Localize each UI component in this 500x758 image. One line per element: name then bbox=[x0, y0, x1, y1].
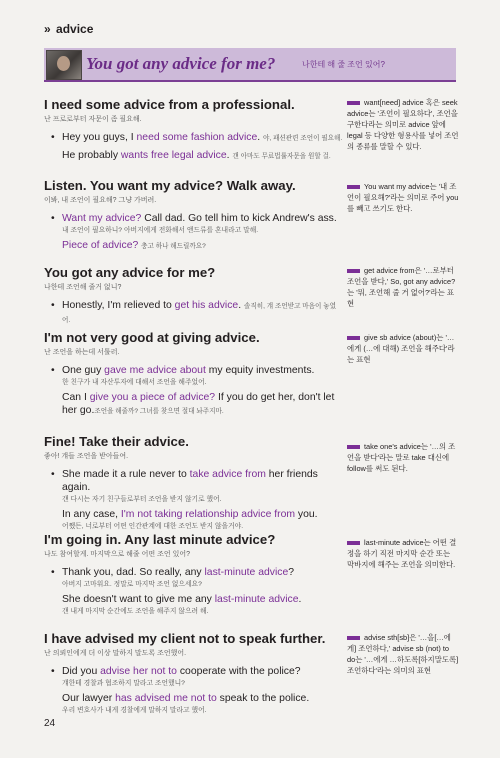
example-translation: 한 친구가 내 자산투자에 대해서 조언을 해주었어. bbox=[62, 379, 207, 386]
entry bbox=[44, 178, 344, 257]
side-note: last-minute advice는 어떤 결정을 하기 직전 마지막 순간 또는 막바지에 해주는 조언을 의미한다. bbox=[347, 538, 457, 569]
page-number: 24 bbox=[44, 718, 56, 729]
entry bbox=[44, 631, 344, 719]
example bbox=[44, 239, 344, 253]
entry-heading: You got any advice for me? bbox=[44, 265, 216, 280]
entry bbox=[44, 434, 344, 535]
example-translation: 걘 내게 마지막 순간에도 조언을 해주지 않으려 해. bbox=[62, 608, 209, 615]
highlight: gave me advice about bbox=[104, 365, 206, 376]
bullet-icon: • bbox=[51, 365, 55, 376]
side-note: want[need] advice 혹은 seek advice는 '조언이 필요하다', 조언을 구한다라는 의미로 advice 앞에 legal 등 다양한 형용사를 넣어 조언의 종류를 말할 수 있다. bbox=[347, 98, 459, 151]
highlight: get his advice bbox=[174, 300, 239, 311]
example-list bbox=[44, 364, 344, 418]
highlight: last-minute advice bbox=[204, 567, 289, 578]
example: Our lawyer has advised me not to speak to the police. 우리 변호사가 내게 경찰에게 말하지 말라고 했어. bbox=[44, 692, 344, 715]
example: • Did you advise her not to cooperate with the police? 걔한테 경찰과 협조하지 말라고 조언했니? bbox=[44, 665, 344, 688]
example: • Hey you guys, I need some fashion advice. 야, 패션관련 조언이 필요해. bbox=[51, 132, 343, 143]
example-translation: 우리 변호사가 내게 경찰에게 말하지 말라고 했어. bbox=[62, 707, 207, 714]
section-title: advice bbox=[56, 22, 94, 36]
bullet-icon: • bbox=[51, 666, 55, 677]
side-note: advise sth[sb]은 '…을[…에게] 조언하다,' advise sb (not) to do는 '…에게 …하도록[하지말도록] 조언하다'라는 의미의 표현 bbox=[347, 633, 459, 675]
entry-heading: Listen. You want my advice? Walk away. bbox=[44, 178, 296, 193]
example-translation: 어쨌든, 너로부터 어떤 인간관계에 대한 조언도 받지 않을거야. bbox=[62, 523, 244, 530]
note-marker bbox=[347, 636, 360, 640]
example: • Thank you, dad. So really, any last-minute advice? 아버지 고마워요. 정말로 마지막 조언 없으세요? bbox=[44, 566, 344, 589]
note-marker bbox=[347, 541, 360, 545]
example: He probably wants free legal advice. 걘 아마도 무료법률자문을 원할 걸. bbox=[62, 150, 331, 161]
highlight: last-minute advice bbox=[214, 594, 299, 605]
example: • One guy gave me advice about my equity investments. 한 친구가 내 자산투자에 대해서 조언을 해주었어. bbox=[44, 364, 344, 387]
bullet-icon: • bbox=[51, 300, 55, 311]
side-note: get advice from은 '…로부터 조언을 받다,' So, got any advice?는 '뭐, 조언해 줄 거 없어?'라는 표현 bbox=[347, 266, 456, 308]
entry-heading-translation: 난 조언을 하는데 서툴러. bbox=[44, 349, 120, 356]
example-list bbox=[44, 468, 344, 531]
topic-banner bbox=[44, 48, 456, 82]
entry bbox=[44, 265, 344, 331]
example: She doesn't want to give me any last-minute advice. 걘 내게 마지막 순간에도 조언을 해주지 않으려 해. bbox=[44, 593, 344, 616]
note-marker bbox=[347, 336, 360, 340]
entry-heading: I have advised my client not to speak further. bbox=[44, 631, 326, 646]
entry bbox=[44, 532, 344, 620]
example-translation: 걘 다시는 자기 친구들로부터 조언을 받지 않기로 했어. bbox=[62, 496, 222, 503]
example-translation: 야, 패션관련 조언이 필요해. bbox=[263, 135, 343, 142]
example-list bbox=[44, 566, 344, 616]
entry-heading-translation: 나도 참여할게. 마지막으로 해줄 어떤 조언 있어? bbox=[44, 551, 190, 558]
example-translation: 걘 아마도 무료법률자문을 원할 걸. bbox=[232, 153, 331, 160]
entry bbox=[44, 330, 344, 422]
highlight: advise her not to bbox=[100, 666, 177, 677]
person-photo bbox=[46, 50, 82, 80]
side-note: take one's advice는 '…의 조언을 받다'라는 말로 take 대신에 follow를 써도 된다. bbox=[347, 442, 456, 473]
highlight: give you a piece of advice? bbox=[89, 392, 216, 403]
example: • She made it a rule never to take advice from her friends again. 걘 다시는 자기 친구들로부터 조언을 받지 않기로 했어. bbox=[44, 468, 344, 504]
bullet-icon: • bbox=[51, 469, 55, 480]
side-note: You want my advice는 '내 조언이 필요해?'라는 의미로 주어 you를 빼고 쓰기도 한다. bbox=[347, 182, 459, 213]
highlight: I'm not taking relationship advice from bbox=[120, 509, 296, 520]
entry-heading: I'm not very good at giving advice. bbox=[44, 330, 260, 345]
highlight: Want my advice? bbox=[62, 213, 142, 224]
example-translation: 걔한테 경찰과 협조하지 말라고 조언했니? bbox=[62, 680, 185, 687]
example-list bbox=[44, 299, 344, 327]
entry-heading: Fine! Take their advice. bbox=[44, 434, 189, 449]
note-marker bbox=[347, 269, 360, 273]
example-list bbox=[44, 131, 344, 163]
entry-heading: I need some advice from a professional. bbox=[44, 97, 295, 112]
side-note: give sb advice (about)는 '…에게 (…에 대해) 조언을 해주다'라는 표현 bbox=[347, 333, 455, 364]
entry-heading-translation: 이봐, 내 조언이 필요해? 그냥 가버려. bbox=[44, 197, 157, 204]
example: • Honestly, I'm relieved to get his advice. 솔직히, 걔 조언받고 마음이 놓였어. bbox=[51, 300, 336, 324]
entry-heading-translation: 나한테 조언해 줄거 없니? bbox=[44, 284, 122, 291]
entry bbox=[44, 97, 344, 167]
example-list bbox=[44, 212, 344, 253]
example-translation: 충고 하나 해드릴까요? bbox=[141, 243, 206, 250]
note-marker bbox=[347, 185, 360, 189]
example-translation: 아버지 고마워요. 정말로 마지막 조언 없으세요? bbox=[62, 581, 202, 588]
entry-heading-translation: 좋아! 걔들 조언을 받아들여. bbox=[44, 453, 129, 460]
example: In any case, I'm not taking relationship advice from you. 어쨌든, 너로부터 어떤 인간관계에 대한 조언도 받지 않을거야. bbox=[44, 508, 344, 531]
banner-subtitle: 나한테 해 줄 조언 있어? bbox=[302, 60, 385, 69]
example: Can I give you a piece of advice? If you do get her, don't let her go.조언을 해줄까? 그녀를 찾으면 절대 놔주지마. bbox=[62, 392, 335, 416]
example: • Want my advice? Call dad. Go tell him to kick Andrew's ass. 내 조언이 필요하니? 아버지에게 전화해서 앤드류를 혼내라고 말해. bbox=[44, 212, 344, 235]
highlight: need some fashion advice bbox=[136, 132, 258, 143]
note-marker bbox=[347, 445, 360, 449]
note-marker bbox=[347, 101, 360, 105]
entry-heading: I'm going in. Any last minute advice? bbox=[44, 532, 276, 547]
banner-title: You got any advice for me? bbox=[86, 54, 276, 73]
bullet-icon: • bbox=[51, 132, 55, 143]
highlight: wants free legal advice bbox=[120, 150, 227, 161]
bullet-icon: • bbox=[51, 567, 55, 578]
bullet-icon: • bbox=[51, 213, 55, 224]
highlight: take advice from bbox=[189, 469, 266, 480]
example-list bbox=[44, 665, 344, 715]
highlight: Piece of advice? bbox=[62, 240, 139, 251]
entry-heading-translation: 난 의뢰인에게 더 이상 말하지 말도록 조언했어. bbox=[44, 650, 187, 657]
example-translation: 조언을 해줄까? 그녀를 찾으면 절대 놔주지마. bbox=[94, 408, 224, 415]
example-translation: 솔직히, 걔 조언받고 마음이 놓였어. bbox=[62, 303, 336, 324]
entry-heading-translation: 난 프로로부터 자문이 좀 필요해. bbox=[44, 116, 142, 123]
example-translation: 내 조언이 필요하니? 아버지에게 전화해서 앤드류를 혼내라고 말해. bbox=[62, 227, 259, 234]
section-arrows: » bbox=[44, 22, 51, 36]
highlight: has advised me not to bbox=[115, 693, 217, 704]
section-label bbox=[44, 22, 93, 36]
